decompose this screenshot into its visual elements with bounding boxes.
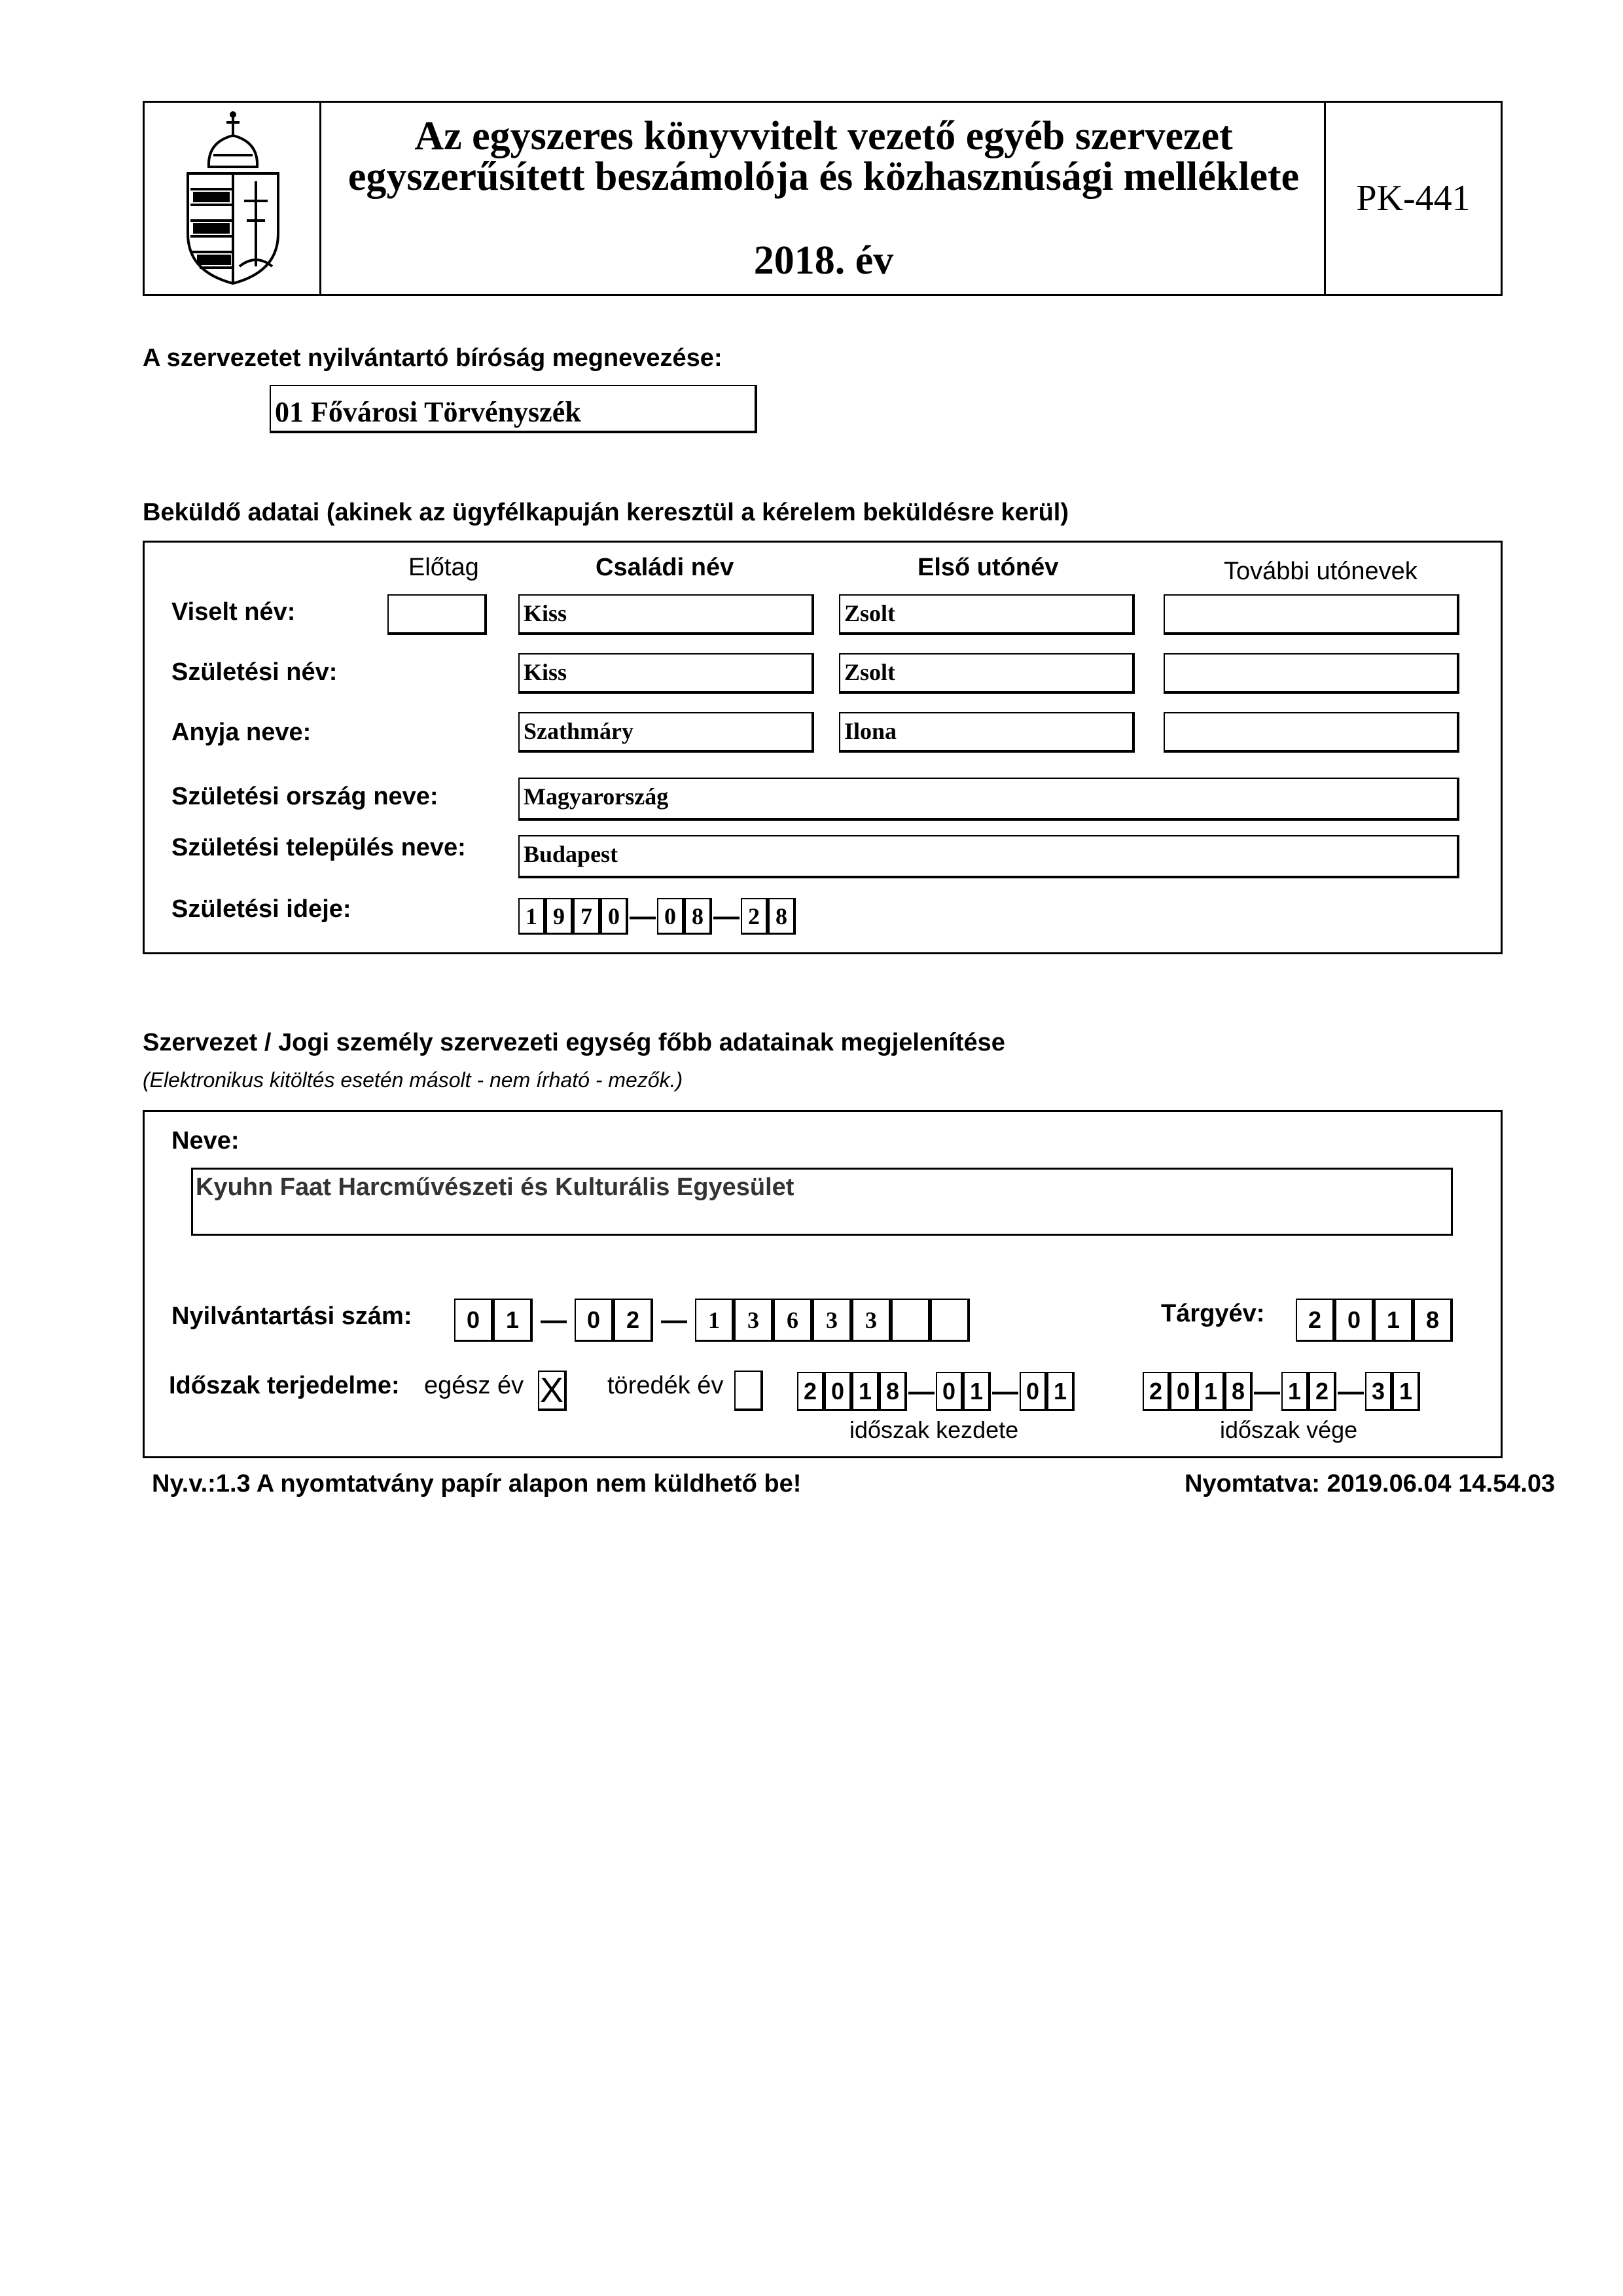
name-family-field[interactable]: Kiss [518,594,814,635]
birth-date-digit: 0 [657,898,685,935]
date-separator: — [908,1376,935,1406]
col-prefix-header: Előtag [408,554,479,581]
org-section-note: (Elektronikus kitöltés esetén másolt - nem írható - mezők.) [143,1068,683,1092]
end-digit: 2 [1309,1372,1336,1411]
year-digit: 1 [1374,1299,1414,1342]
end-digit: 1 [1281,1372,1309,1411]
end-digit: 8 [1225,1372,1253,1411]
footer-print-date: Nyomtatva: 2019.06.04 14.54.03 [1185,1470,1556,1498]
year-digit: 0 [1335,1299,1374,1342]
date-separator: — [1254,1376,1280,1406]
col-first-header: Első utónév [918,554,1059,581]
reg-digit: 0 [575,1299,614,1342]
col-other-header: További utónevek [1224,558,1418,585]
birthname-other-field[interactable] [1164,653,1459,694]
reg-digit: 3 [813,1299,852,1342]
name-other-field[interactable] [1164,594,1459,635]
name-prefix-field[interactable] [387,594,487,635]
start-digit: 1 [1047,1372,1075,1411]
mother-first-field[interactable]: Ilona [839,712,1135,753]
birth-date-digit: 1 [518,898,546,935]
period-end-field [1143,1372,1420,1411]
start-digit: 1 [963,1372,991,1411]
reg-digit [931,1299,970,1342]
reg-number-label: Nyilvántartási szám: [171,1302,412,1330]
reg-digit: 2 [614,1299,653,1342]
footer-version-note: Ny.v.:1.3 A nyomtatvány papír alapon nem küldhető be! [152,1470,802,1498]
partial-year-label: töredék év [607,1372,724,1399]
start-digit: 1 [852,1372,880,1411]
reg-digit: 3 [852,1299,891,1342]
year-digit: 2 [1296,1299,1335,1342]
whole-year-label: egész év [424,1372,524,1399]
start-digit: 8 [880,1372,907,1411]
reg-separator: — [541,1305,567,1335]
period-end-caption: időszak vége [1220,1416,1358,1443]
mother-other-field[interactable] [1164,712,1459,753]
period-label: Időszak terjedelme: [169,1372,400,1399]
birth-date-field[interactable] [518,898,796,935]
end-digit: 1 [1198,1372,1225,1411]
birthname-family-field[interactable]: Kiss [518,653,814,694]
birth-city-field[interactable]: Budapest [518,835,1459,878]
birth-date-label: Születési ideje: [171,895,351,923]
birth-date-digit: 9 [546,898,573,935]
start-digit: 0 [825,1372,852,1411]
end-digit: 3 [1365,1372,1393,1411]
subject-year-label: Tárgyév: [1161,1300,1265,1327]
birth-date-digit: 0 [601,898,628,935]
date-separator: — [1338,1376,1364,1406]
form-code: PK-441 [1324,103,1501,294]
name-first-field[interactable]: Zsolt [839,594,1135,635]
reg-digit: 6 [774,1299,813,1342]
name-row-label: Viselt név: [171,598,296,626]
date-separator: — [713,901,740,931]
reg-number-field [454,1299,970,1342]
birth-country-label: Születési ország neve: [171,783,438,810]
form-header [143,101,1503,296]
end-digit: 2 [1143,1372,1170,1411]
start-digit: 0 [1020,1372,1047,1411]
reg-digit [891,1299,931,1342]
subject-year-field [1296,1299,1453,1342]
mother-row-label: Anyja neve: [171,719,312,746]
coat-of-arms-icon [145,103,321,294]
org-section-title: Szervezet / Jogi személy szervezeti egység főbb adatainak megjelenítése [143,1029,1005,1056]
date-separator: — [992,1376,1018,1406]
reg-digit: 1 [493,1299,533,1342]
end-digit: 1 [1393,1372,1420,1411]
form-title-line2: egyszerűsített beszámolója és közhasznúsági melléklete [348,154,1300,199]
partial-year-checkbox[interactable] [734,1371,763,1411]
birth-city-label: Születési település neve: [171,834,466,861]
end-digit: 0 [1170,1372,1198,1411]
form-title [321,116,1326,197]
period-start-caption: időszak kezdete [849,1416,1019,1443]
col-family-header: Családi név [596,554,734,581]
birth-date-digit: 8 [685,898,712,935]
sender-section-title: Beküldő adatai (akinek az ügyfélkapuján keresztül a kérelem beküldésre kerül) [143,499,1069,526]
reg-digit: 0 [454,1299,493,1342]
reg-digit: 3 [734,1299,774,1342]
period-start-field [797,1372,1075,1411]
whole-year-checkbox[interactable]: X [538,1371,567,1411]
birth-date-digit: 7 [573,898,601,935]
court-field[interactable]: 01 Fővárosi Törvényszék [270,385,757,433]
birthname-first-field[interactable]: Zsolt [839,653,1135,694]
mother-family-field[interactable]: Szathmáry [518,712,814,753]
start-digit: 2 [797,1372,825,1411]
form-title-line1: Az egyszeres könyvvitelt vezető egyéb szervezet [414,114,1233,158]
reg-digit: 1 [695,1299,734,1342]
birth-country-field[interactable]: Magyarország [518,778,1459,821]
start-digit: 0 [936,1372,963,1411]
birth-date-digit: 8 [768,898,796,935]
org-name-field: Kyuhn Faat Harcművészeti és Kulturális Egyesület [191,1168,1453,1236]
year-digit: 8 [1414,1299,1453,1342]
org-name-label: Neve: [171,1127,240,1155]
birthname-row-label: Születési név: [171,658,338,686]
reg-separator: — [661,1305,687,1335]
coat-of-arms-cell [145,103,321,294]
birth-date-digit: 2 [741,898,768,935]
date-separator: — [630,901,656,931]
form-year: 2018. év [753,238,894,283]
court-label: A szervezetet nyilvántartó bíróság megnevezése: [143,344,722,372]
